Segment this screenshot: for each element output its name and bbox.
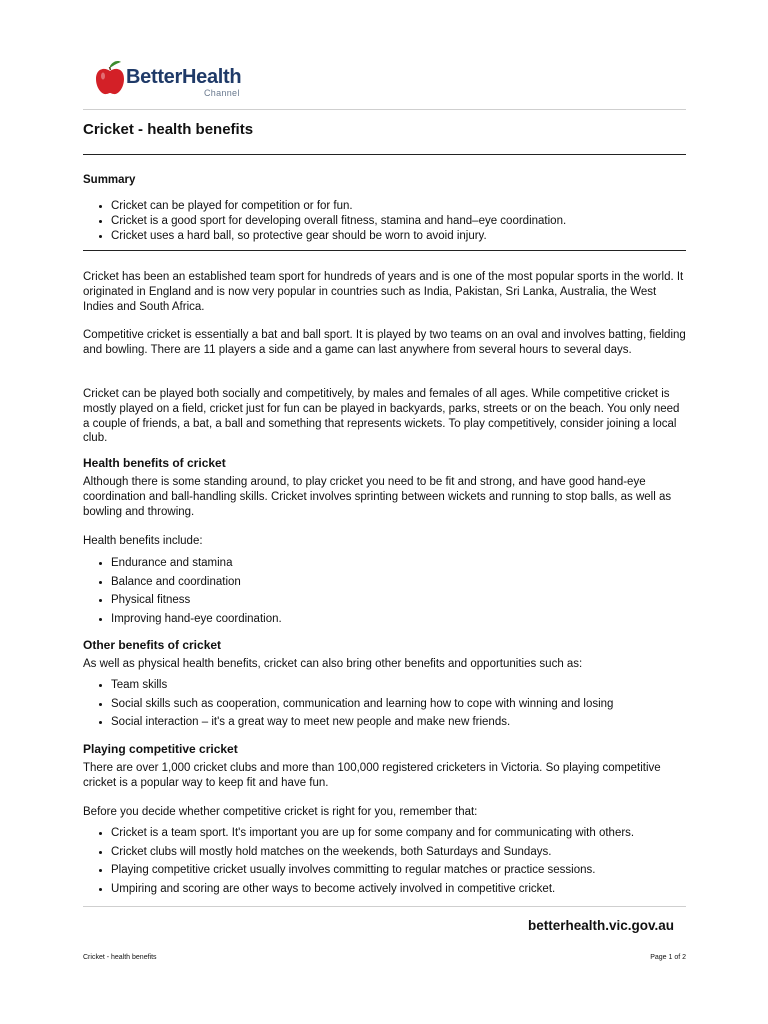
intro-paragraph: Cricket has been an established team sport for hundreds of years and is one of the most popular sports in the world. It originated in England and is now very popular in countries such as India, Pakistan, Sri Lanka, Australia, the West Indies and South Africa. <box>83 271 684 313</box>
health-benefits-list <box>83 554 282 628</box>
brand-part1: Better <box>126 66 182 88</box>
summary-list <box>83 199 566 244</box>
footer-page-number: Page 1 of 2 <box>650 954 686 961</box>
list-item: Balance and coordination <box>83 573 282 592</box>
health-benefits-lead: Health benefits include: <box>83 535 203 547</box>
health-benefits-heading: Health benefits of cricket <box>83 456 226 470</box>
footer-doc-name: Cricket - health benefits <box>83 954 157 961</box>
competitive-lead: Before you decide whether competitive cricket is right for you, remember that: <box>83 806 478 818</box>
title-divider <box>83 154 686 155</box>
competitive-paragraph: There are over 1,000 cricket clubs and more than 100,000 registered cricketers in Victoria. So playing competitive cricket is a popular way to keep fit and have fun. <box>83 762 661 789</box>
summary-heading: Summary <box>83 174 136 186</box>
list-item: Cricket can be played for competition or for fun. <box>83 199 566 214</box>
other-benefits-list <box>83 676 613 732</box>
list-item: Cricket uses a hard ball, so protective gear should be worn to avoid injury. <box>83 229 566 244</box>
other-benefits-paragraph: As well as physical health benefits, cricket can also bring other benefits and opportunities such as: <box>83 658 583 670</box>
summary-divider <box>83 250 686 251</box>
header-divider <box>83 109 686 110</box>
brand-part2: Health <box>182 66 242 88</box>
brand-sub: Channel <box>204 88 240 98</box>
list-item: Umpiring and scoring are other ways to become actively involved in competitive cricket. <box>83 880 634 899</box>
list-item: Team skills <box>83 676 613 695</box>
list-item: Cricket clubs will mostly hold matches on the weekends, both Saturdays and Sundays. <box>83 843 634 862</box>
page-title: Cricket - health benefits <box>83 121 254 138</box>
brand-wordmark <box>126 66 241 89</box>
list-item: Cricket is a team sport. It's important you are up for some company and for communicating with others. <box>83 824 634 843</box>
other-benefits-heading: Other benefits of cricket <box>83 638 222 652</box>
apple-icon <box>94 60 126 96</box>
list-item: Cricket is a good sport for developing overall fitness, stamina and hand–eye coordination. <box>83 214 566 229</box>
footer-divider <box>83 906 686 907</box>
site-url-link[interactable]: betterhealth.vic.gov.au <box>527 918 674 933</box>
list-item: Social interaction – it's a great way to meet new people and make new friends. <box>83 713 613 732</box>
list-item: Physical fitness <box>83 591 282 610</box>
better-health-logo[interactable] <box>94 60 264 100</box>
list-item: Social skills such as cooperation, communication and learning how to cope with winning and losing <box>83 695 613 714</box>
list-item: Endurance and stamina <box>83 554 282 573</box>
intro-paragraph: Cricket can be played both socially and competitively, by males and females of all ages. While competitive cricket is mostly played on a field, cricket just for fun can be played in backyards, parks, streets or on the beach. You only need a couple of friends, a bat, a ball and something that represents wickets. To play competitively, consider joining a local club. <box>83 388 680 445</box>
list-item: Playing competitive cricket usually involves committing to regular matches or practice sessions. <box>83 861 634 880</box>
list-item: Improving hand-eye coordination. <box>83 610 282 629</box>
competitive-list <box>83 824 634 898</box>
competitive-heading: Playing competitive cricket <box>83 742 238 756</box>
health-benefits-paragraph: Although there is some standing around, to play cricket you need to be fit and strong, and have good hand-eye coordination and ball-handling skills. Cricket involves sprinting between wickets and running to stop balls, as well as bowling and throwing. <box>83 476 672 518</box>
intro-paragraph: Competitive cricket is essentially a bat and ball sport. It is played by two teams on an oval and involves batting, fielding and bowling. There are 11 players a side and a game can last anywhere from several hours to several days. <box>83 329 686 356</box>
